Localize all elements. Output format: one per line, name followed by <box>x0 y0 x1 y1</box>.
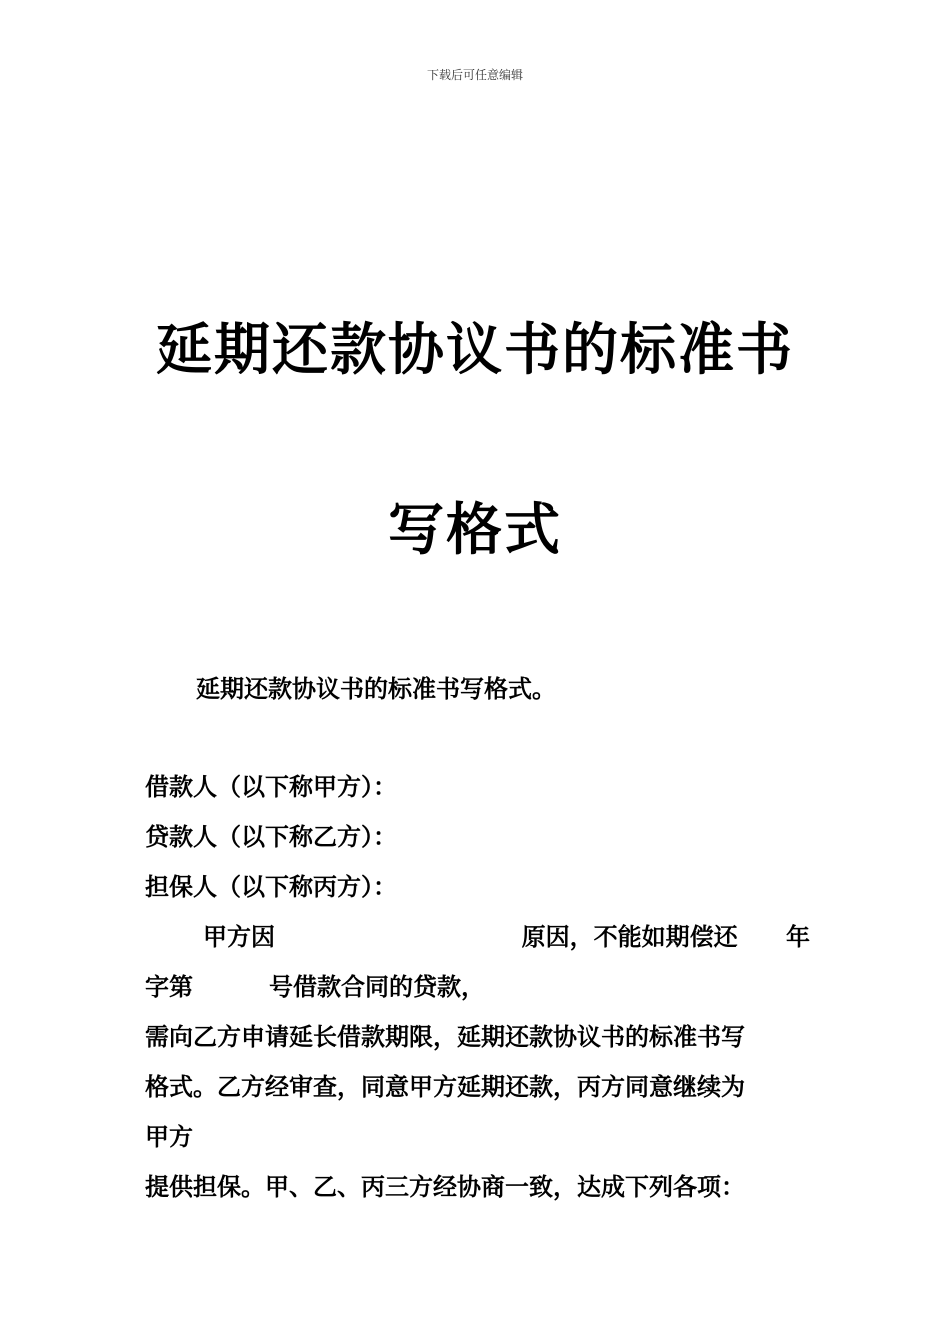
party-line: 甲方 <box>145 1122 193 1151</box>
review-line: 格式。乙方经审查，同意甲方延期还款，丙方同意继续为 <box>145 1072 745 1101</box>
intro-paragraph: 延期还款协议书的标准书写格式。 <box>196 674 556 703</box>
request-line: 需向乙方申请延长借款期限，延期还款协议书的标准书写 <box>145 1022 745 1051</box>
document-title-line-2: 写格式 <box>388 497 562 563</box>
page-header-note: 下载后可任意编辑 <box>426 68 523 82</box>
document-title-line-1: 延期还款协议书的标准书 <box>156 317 794 383</box>
reason-line <box>145 912 810 962</box>
document-body <box>145 762 810 1212</box>
agreement-line: 提供担保。甲、乙、丙三方经协商一致，达成下列各项： <box>145 1172 745 1201</box>
contract-suffix: 号借款合同的贷款， <box>269 972 485 1001</box>
year-label: 年 <box>785 922 810 951</box>
guarantor-line: 担保人（以下称丙方）： <box>145 872 397 901</box>
lender-line: 贷款人（以下称乙方）： <box>145 822 397 851</box>
contract-number-line <box>145 962 810 1012</box>
reason-blank <box>323 912 473 962</box>
borrower-line: 借款人（以下称甲方）： <box>145 772 397 801</box>
reason-prefix: 甲方因 <box>203 922 275 951</box>
reason-middle: 原因，不能如期偿还 <box>521 922 738 951</box>
contract-prefix: 字第 <box>145 972 193 1001</box>
